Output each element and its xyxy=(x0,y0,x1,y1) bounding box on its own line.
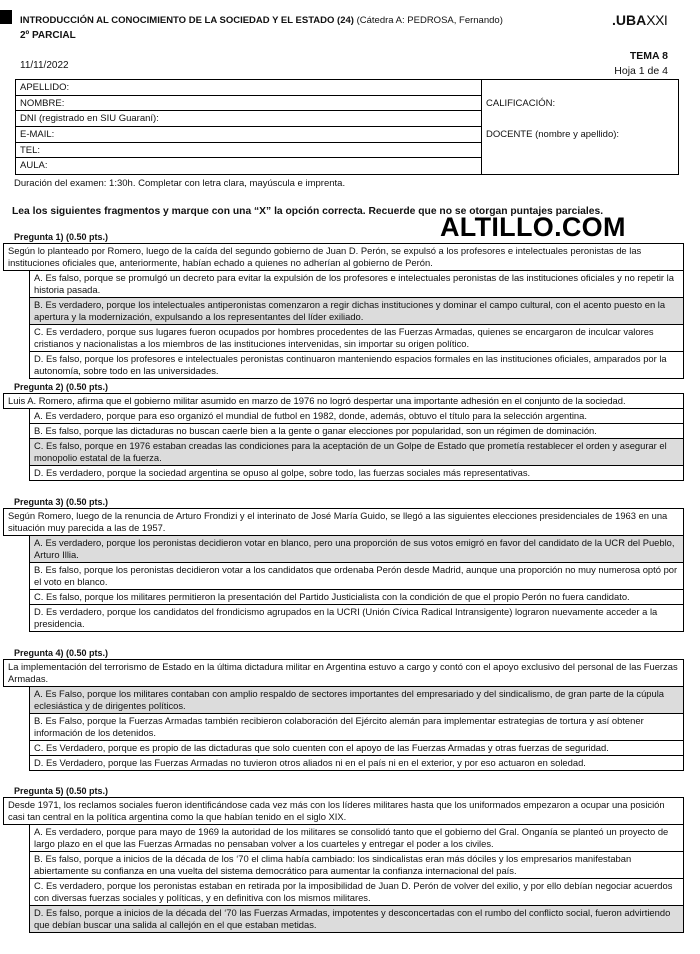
option-d[interactable]: D. Es falso, porque los profesores e intelectuales peronistas continuaron manteniendo espacios formales en las instituciones oficiales, amparados por la autonomía, sobre todo en las universidades. xyxy=(29,352,684,379)
tema-label: TEMA 8 xyxy=(629,50,668,62)
email-field[interactable]: E-MAIL: xyxy=(16,127,481,143)
course-chair: (Cátedra A: PEDROSA, Fernando) xyxy=(356,15,503,26)
option-a[interactable]: A. Es verdadero, porque para eso organizó el mundial de futbol en 1982, donde, además, obtuvo el título para la selección argentina. xyxy=(29,409,684,424)
course-title xyxy=(20,15,503,26)
option-a[interactable]: A. Es falso, porque se promulgó un decreto para evitar la expulsión de los profesores e intelectuales peronistas de las instituciones oficiales y no repetir la historia pasada. xyxy=(29,271,684,298)
exam-date: 11/11/2022 xyxy=(20,60,69,71)
question-header: Pregunta 5) (0.50 pts.) xyxy=(14,786,109,796)
question-stem: La implementación del terrorismo de Estado en la última dictadura militar en Argentina estuvo a cargo y contó con el apoyo exclusivo del personal de las Fuerzas Armadas. xyxy=(3,659,684,687)
option-b[interactable]: B. Es falso, porque los peronistas decidieron votar a los candidatos que ordenaba Perón desde Madrid, aunque una proporción no muy numerosa optó por el voto en blanco. xyxy=(29,563,684,590)
option-d[interactable]: D. Es falso, porque a inicios de la década del ‘70 las Fuerzas Armadas, impotentes y desconcertadas con el rumbo del conflicto social, fueron advirtiendo que debían buscar una salida al callejón en el que estaban metidas. xyxy=(29,906,684,933)
option-d[interactable]: D. Es Verdadero, porque las Fuerzas Armadas no tuvieron otros aliados ni en el país ni en el exterior, y por eso actuaron en soledad. xyxy=(29,756,684,771)
uba-xxi-logo: .UBAXXI xyxy=(612,12,668,28)
question-header: Pregunta 4) (0.50 pts.) xyxy=(14,648,109,658)
student-info-form xyxy=(15,79,679,175)
dni-field[interactable]: DNI (registrado en SIU Guaraní): xyxy=(16,111,481,127)
question-header: Pregunta 1) (0.50 pts.) xyxy=(14,232,109,242)
question-2 xyxy=(3,382,684,481)
tel-field[interactable]: TEL: xyxy=(16,143,481,159)
instructions: Lea los siguientes fragmentos y marque con una “X” la opción correcta. Recuerde que no se otorgan puntajes parciales. xyxy=(12,206,604,217)
option-d[interactable]: D. Es verdadero, porque los candidatos del frondicismo agrupados en la UCRI (Unión Cívica Radical Intransigente) lograron nuevamente acceder a la presidencia. xyxy=(29,605,684,632)
calificacion-field: CALIFICACIÓN: xyxy=(486,98,556,109)
student-fields xyxy=(16,80,482,174)
exam-duration: Duración del examen: 1:30h. Completar con letra clara, mayúscula e imprenta. xyxy=(14,178,346,189)
question-header: Pregunta 3) (0.50 pts.) xyxy=(14,497,109,507)
option-d[interactable]: D. Es verdadero, porque la sociedad argentina se opuso al golpe, sobre todo, las fuerzas sociales más representativas. xyxy=(29,466,684,481)
option-a[interactable]: A. Es Falso, porque los militares contaban con amplio respaldo de sectores importantes del empresariado y del sindicalismo, de gran parte de la cúpula eclesiástica y de dirigentes políticos. xyxy=(29,687,684,714)
option-b[interactable]: B. Es falso, porque a inicios de la década de los ‘70 el clima había cambiado: los sindicalistas eran más dóciles y los empresarios manifestaban abiertamente su confianza en una vuelta del sistema democrático para aumentar la confianza internacional del país. xyxy=(29,852,684,879)
option-a[interactable]: A. Es verdadero, porque para mayo de 1969 la autoridad de los militares se consolidó tanto que el gobierno del Gral. Onganía se planteó un proyecto de largo plazo en el que las Fuerzas Armadas no pensaban volver a los cuarteles y entregar el poder a los civiles. xyxy=(29,825,684,852)
option-a[interactable]: A. Es verdadero, porque los peronistas decidieron votar en blanco, pero una proporción de sus votos emigró en favor del candidato de la UCR del Pueblo, Arturo Illia. xyxy=(29,536,684,563)
course-name: INTRODUCCIÓN AL CONOCIMIENTO DE LA SOCIEDAD Y EL ESTADO (24) xyxy=(20,15,354,26)
question-stem: Luis A. Romero, afirma que el gobierno militar asumido en marzo de 1976 no logró despertar una importante adhesión en el conjunto de la sociedad. xyxy=(3,393,684,409)
option-b[interactable]: B. Es Falso, porque la Fuerzas Armadas también recibieron colaboración del Ejército alemán para implementar estrategias de tortura y así obtener información de los detenidos. xyxy=(29,714,684,741)
option-b[interactable]: B. Es verdadero, porque los intelectuales antiperonistas comenzaron a regir dichas instituciones y dominar el campo cultural, con el acento puesto en la apertura y la modernización, expulsando a los representantes del líder exiliado. xyxy=(29,298,684,325)
exam-label: 2º PARCIAL xyxy=(20,30,76,41)
docente-field[interactable]: DOCENTE (nombre y apellido): xyxy=(486,129,620,140)
question-5 xyxy=(3,786,684,933)
option-c[interactable]: C. Es falso, porque los militares permitieron la presentación del Partido Justicialista con la condición de que el propio Perón no fuera candidato. xyxy=(29,590,684,605)
corner-registration-mark xyxy=(0,10,12,24)
apellido-field[interactable]: APELLIDO: xyxy=(16,80,481,96)
aula-field[interactable]: AULA: xyxy=(20,160,48,172)
question-stem: Según lo planteado por Romero, luego de la caída del segundo gobierno de Juan D. Perón, se expulsó a los profesores e intelectuales peronistas de las instituciones oficiales que, anteriormente, habían echado a quienes no adherían al gobierno de Perón. xyxy=(3,243,684,271)
option-b[interactable]: B. Es falso, porque las dictaduras no buscan caerle bien a la gente o ganar elecciones por popularidad, son un régimen de dominación. xyxy=(29,424,684,439)
question-stem: Según Romero, luego de la renuncia de Arturo Frondizi y el interinato de José María Guido, se llegó a las siguientes elecciones presidenciales de 1963 en una situación muy parecida a las de 1957. xyxy=(3,508,684,536)
altillo-watermark: ALTILLO.COM xyxy=(440,212,626,242)
option-c[interactable]: C. Es falso, porque en 1976 estaban creadas las condiciones para la aceptación de un Golpe de Estado que prometía restablecer el orden y asegurar el monopolio estatal de la fuerza. xyxy=(29,439,684,466)
option-c[interactable]: C. Es verdadero, porque sus lugares fueron ocupados por hombres procedentes de las Fuerzas Armadas, quienes se encargaron de inculcar valores cristianos y nacionalistas a los miembros de las instituciones intervenidas, sin importar su origen político. xyxy=(29,325,684,352)
nombre-field[interactable]: NOMBRE: xyxy=(16,96,481,112)
question-3 xyxy=(3,497,684,632)
question-header: Pregunta 2) (0.50 pts.) xyxy=(14,382,109,392)
page-counter: Hoja 1 de 4 xyxy=(614,65,668,77)
option-c[interactable]: C. Es Verdadero, porque es propio de las dictaduras que solo cuenten con el apoyo de las Fuerzas Armadas y otras fuerzas de seguridad. xyxy=(29,741,684,756)
question-stem: Desde 1971, los reclamos sociales fueron identificándose cada vez más con los líderes militares hasta que los uniformados empezaron a ocupar una posición casi tan central en la política argentina como la que habían tenido en el siglo XIX. xyxy=(3,797,684,825)
question-1 xyxy=(3,232,684,379)
option-c[interactable]: C. Es verdadero, porque los peronistas estaban en retirada por la imposibilidad de Juan D. Perón de volver del exilio, y por ello debían negociar acuerdos con diversas fuerzas sociales y políticas, y en definitiva con los mismos militares. xyxy=(29,879,684,906)
question-4 xyxy=(3,648,684,771)
